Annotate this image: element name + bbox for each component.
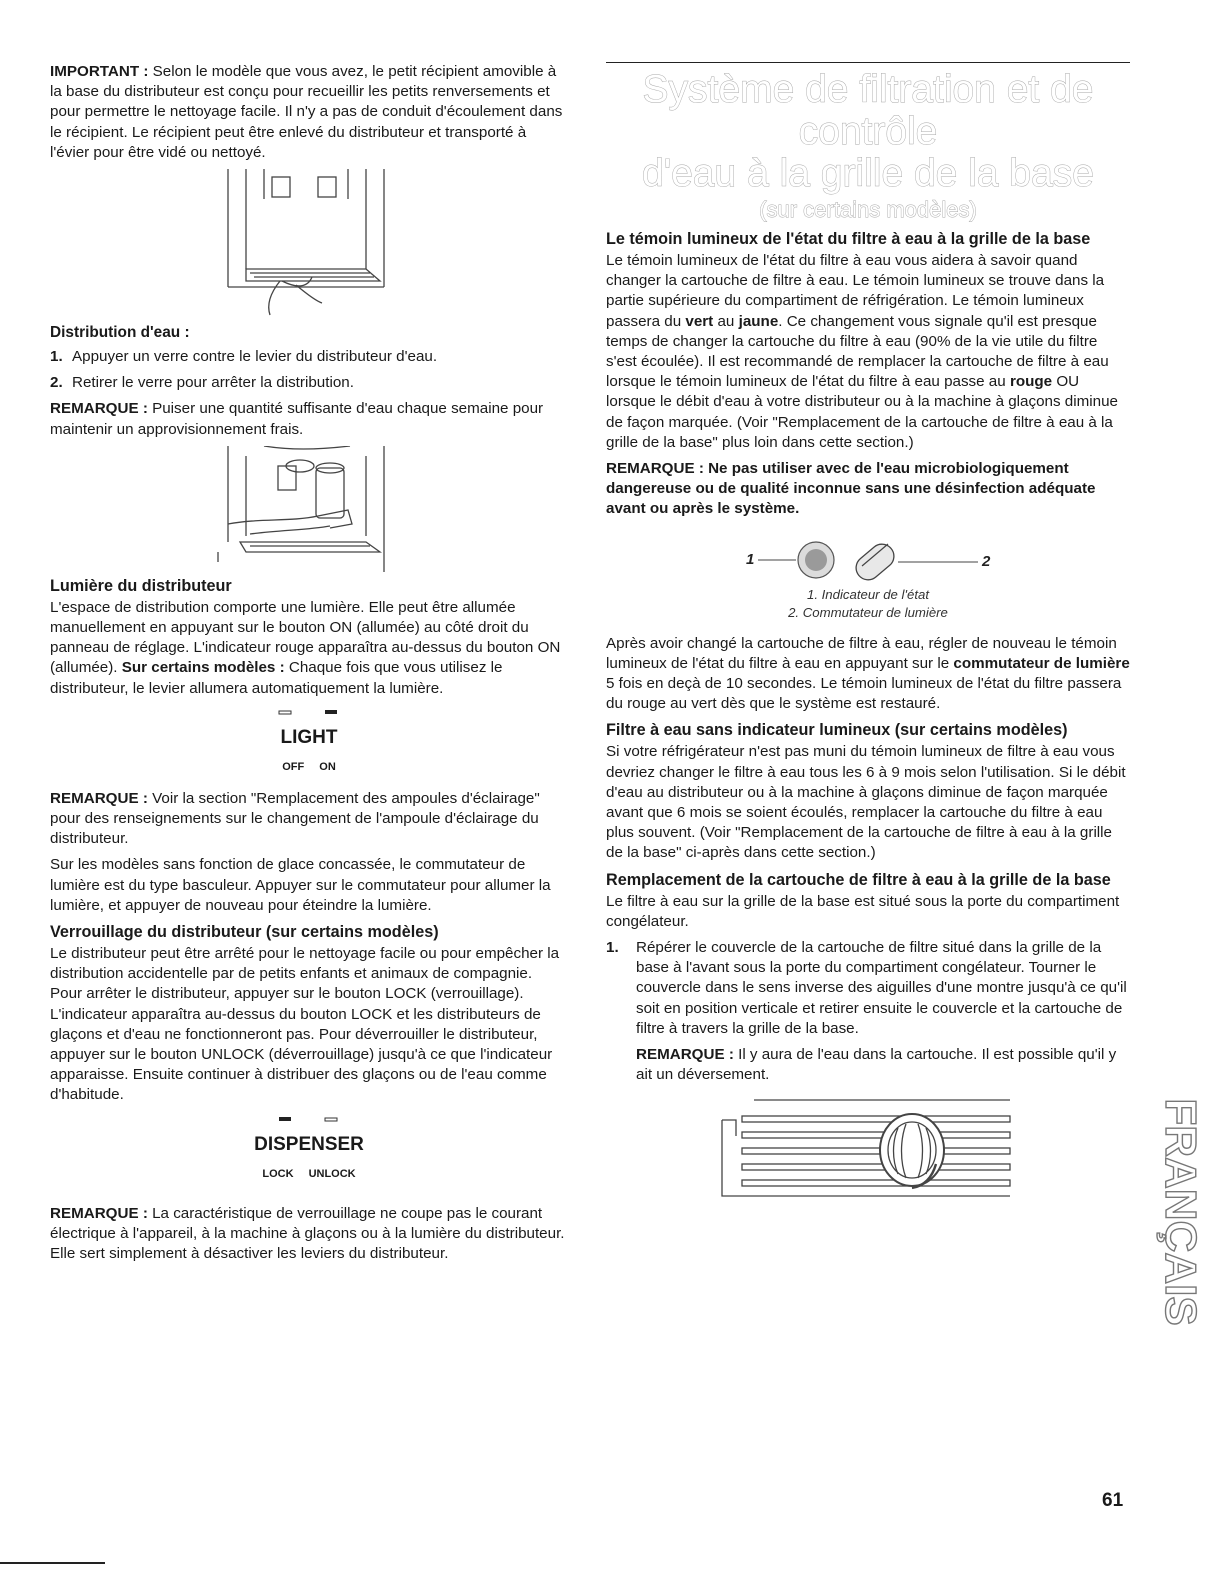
callout-2: 2: [982, 552, 991, 570]
light-panel-title: LIGHT: [280, 726, 338, 748]
left-column: [50, 62, 568, 1270]
section-title: [606, 69, 1130, 225]
page-number: 61: [1102, 1490, 1124, 1511]
water-steps: [50, 347, 568, 393]
callout-1: 1: [746, 550, 755, 568]
important-label: IMPORTANT :: [50, 63, 149, 80]
status-warning: REMARQUE : Ne pas utiliser avec de l'eau microbiologiquement dangereuse ou de qualité inconnue sans une désinfection adéquate avant ou après le système.: [606, 460, 1096, 518]
lock-button[interactable]: LOCK: [262, 1167, 294, 1180]
lock-paragraph: Le distributeur peut être arrêté pour le nettoyage facile ou pour empêcher la distribution accidentelle par de petits enfants et animaux de compagnie. Pour arrêter le distributeur, appuyer sur le bouton LOCK (verrouillage). L'indicateur apparaîtra au-dessus du bouton LOCK et les distributeurs de glaçons et d'eau ne fonctionneront pas. Pour déverrouiller le distributeur, appuyer sur le bouton UNLOCK (déverrouillage) jusqu'à ce que l'indicateur apparaisse. Ensuite continuer à distribuer des glaçons ou de l'eau comme d'habitude.: [50, 945, 560, 1104]
nolight-heading: Filtre à eau sans indicateur lumineux (sur certains modèles): [606, 721, 1068, 740]
status-paragraph: Le témoin lumineux de l'état du filtre à eau vous aidera à savoir quand changer la cartouche de filtre à eau. Le témoin lumineux se trouve dans la partie supérieure du compartiment de réfrigération. Le témoin lumineux passera du vert au jaune. Ce changement vous signale qu'il est presque temps de changer la cartouche du filtre à eau (90% de la vie utile du filtre s'est écoulée). Il est recommandé de remplacer la cartouche de filtre à eau lorsque le témoin lumineux de l'état du filtre à eau passe au rouge OU lorsque le débit d'eau à votre distributeur ou à la machine à glaçons diminue de façon marquée. (Voir "Remplacement de la cartouche de filtre à eau à la grille de la base" plus loin dans cette section.): [606, 252, 1118, 451]
status-heading: Le témoin lumineux de l'état du filtre à eau à la grille de la base: [606, 230, 1091, 248]
footer-rule: [0, 1562, 105, 1564]
water-glass-illustration: [50, 446, 568, 572]
light-indicator-leds: [259, 708, 359, 718]
reset-paragraph: Après avoir changé la cartouche de filtre à eau, régler de nouveau le témoin lumineux de l'état du filtre à eau en appuyant sur le commutateur de lumière 5 fois en deçà de 10 secondes. Le témoin lumineux de l'état du filtre passera du rouge au vert dès que le système est restauré.: [606, 634, 1130, 713]
light-note: REMARQUE : Voir la section "Remplacement des ampoules d'éclairage" pour des renseignements sur le changement de l'ampoule d'éclairage du distributeur.: [50, 789, 540, 848]
side-tab-text: FRANÇAIS: [1156, 1098, 1202, 1326]
light-control-panel: [50, 705, 568, 775]
light-switch-icon: [851, 539, 899, 584]
replace-step-1: 1. Répérer le couvercle de la cartouche de filtre situé dans la grille de la base à l'avant sous la porte du compartiment congélateur. Tourner le couvercle dans le sens inverse des aiguilles d'une montre jusqu'à ce qu'il soit en position verticale et retirer ensuite le couvercle et la cartouche de filtre à travers la grille de la base. REMARQUE : Il y aura de l'eau dans la cartouche. Il est possible qu'il y ait un déversement.: [606, 939, 1127, 1084]
section-title-line-1: Système de filtration et de contrôle: [642, 68, 1094, 153]
caption-2: 2. Commutateur de lumière: [788, 604, 948, 620]
water-note: REMARQUE : Puiser une quantité suffisante d'eau chaque semaine pour maintenir un approvisionnement frais.: [50, 400, 544, 438]
section-rule: [606, 62, 1130, 63]
important-text: Selon le modèle que vous avez, le petit récipient amovible à la base du distributeur est conçu pour recueillir les petits renversements et pour permettre le nettoyage facile. Il n'y a pas de conduit d'écoulement dans le récipient. Le récipient peut être enlevé du distributeur et transporté à l'évier pour être vidé ou nettoyé.: [50, 63, 563, 161]
light-switch-paragraph: Sur les modèles sans fonction de glace concassée, le commutateur de lumière est du type basculeur. Appuyer sur le commutateur pour allumer la lumière, et appuyer de nouveau pour éteindre la lumière.: [50, 856, 551, 914]
nolight-paragraph: Si votre réfrigérateur n'est pas muni du témoin lumineux de filtre à eau vous devriez changer le filtre à eau tous les 6 à 9 mois selon l'utilisation. Si le débit d'eau au distributeur ou à la machine à glaçons diminue de façon marquée avant que 6 mois se soient écoulés, remplacer la cartouche du filtre à eau plus souvent. (Voir "Remplacement de la cartouche de filtre à eau à la grille de la base" ci-après dans cette section.): [606, 743, 1126, 862]
language-side-tab: [1150, 1062, 1202, 1362]
dispenser-panel-buttons: [50, 1166, 568, 1182]
caption-1: 1. Indicateur de l'état: [806, 586, 930, 602]
right-column: [606, 62, 1130, 1204]
replace-heading: Remplacement de la cartouche de filtre à eau à la grille de la base: [606, 870, 1111, 889]
lock-note: REMARQUE : La caractéristique de verrouillage ne coupe pas le courant électrique à l'appareil, à la machine à glaçons ou à la lumière du distributeur. Elle sert simplement à désactiver les leviers du distributeur.: [50, 1204, 565, 1263]
light-heading: Lumière du distributeur: [50, 576, 232, 595]
water-step-1: 1. Appuyer un verre contre le levier du distributeur d'eau.: [50, 348, 438, 366]
lock-indicator-leds: [259, 1115, 359, 1125]
lock-heading: Verrouillage du distributeur (sur certains modèles): [50, 923, 439, 942]
dispenser-lock-panel: [50, 1112, 568, 1182]
important-paragraph: [50, 62, 568, 163]
dispenser-panel-title: DISPENSER: [254, 1133, 364, 1155]
dispenser-tray-illustration: [50, 169, 568, 319]
water-step-2: 2. Retirer le verre pour arrêter la distribution.: [50, 374, 354, 392]
filter-status-illustration: [606, 528, 1130, 586]
section-title-line-3: (sur certains modèles): [759, 197, 977, 222]
water-heading: Distribution d'eau :: [50, 324, 190, 342]
figure-caption: [606, 586, 1130, 622]
unlock-button[interactable]: UNLOCK: [308, 1167, 356, 1180]
section-title-line-2: d'eau à la grille de la base: [642, 152, 1094, 195]
light-paragraph: L'espace de distribution comporte une lumière. Elle peut être allumée manuellement en appuyant sur le bouton ON (allumée) au côté droit du panneau de réglage. L'indicateur rouge apparaîtra au-dessus du bouton ON (allumée). Sur certains modèles : Chaque fois que vous utilisez le distributeur, le levier allumera automatiquement la lumière.: [50, 598, 561, 697]
light-off-button[interactable]: OFF: [282, 760, 305, 773]
base-grille-illustration: [606, 1094, 1130, 1204]
replace-paragraph: Le filtre à eau sur la grille de la base est situé sous la porte du compartiment congélateur.: [606, 892, 1120, 930]
light-panel-buttons: [50, 759, 568, 775]
light-on-button[interactable]: ON: [319, 760, 336, 773]
